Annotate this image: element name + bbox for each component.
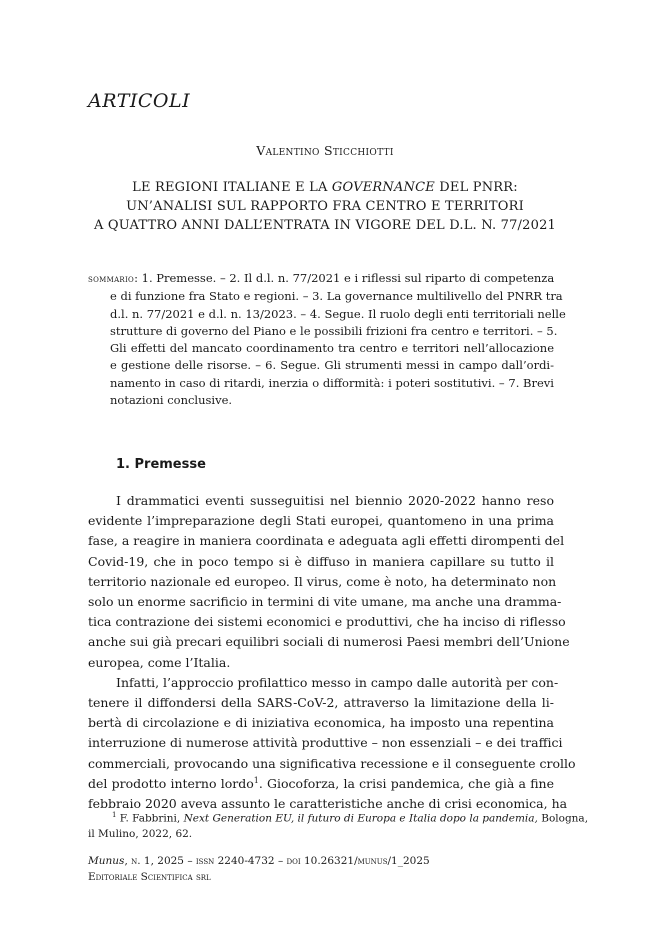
body-line: anche sui già precari equilibri sociali di numerosi Paesi membri dell’Unione xyxy=(88,634,570,650)
summary-lead: sommario xyxy=(88,273,135,285)
summary-line: sommario: 1. Premesse. – 2. Il d.l. n. 77/2021 e i riflessi sul riparto di competenza xyxy=(88,271,555,285)
title-line-2: UN’ANALISI SUL RAPPORTO FRA CENTRO E TERRITORI xyxy=(126,199,524,214)
section-heading: 1. Premesse xyxy=(116,457,206,472)
summary-block xyxy=(88,270,566,409)
article-title xyxy=(80,178,570,235)
body-line: del prodotto interno lordo$^1$. Giocoforza, la crisi pandemica, che già a fine xyxy=(88,775,555,791)
body-line: interruzione di numerose attività produttive – non essenziali – e dei traffici xyxy=(88,735,563,751)
journal-info: Munus, n. 1, 2025 – issn 2240-4732 – doi 10.26321/munus/1_2025 xyxy=(88,855,430,867)
body-line: bertà di circolazione e di iniziativa economica, ha imposto una repentina xyxy=(88,715,554,731)
body-line: evidente l’impreparazione degli Stati europei, quantomeno in una prima xyxy=(88,513,554,529)
summary-line: e gestione delle risorse. – 6. Segue. Gli strumenti messi in campo dall’ordi- xyxy=(110,358,554,373)
body-line: territorio nazionale ed europeo. Il virus, come è noto, ha determinato non xyxy=(88,573,557,589)
body-text xyxy=(88,491,576,814)
summary-line: Gli effetti del mancato coordinamento tra centro e territori nell’allocazione xyxy=(110,341,554,356)
body-line: Covid-19, che in poco tempo si è diffuso in maniera capillare su tutto il xyxy=(88,553,554,569)
footnote-line: il Mulino, 2022, 62. xyxy=(88,828,193,840)
body-line: tica contrazione dei sistemi economici e produttivi, che ha inciso di riflesso xyxy=(88,614,566,630)
summary-line: strutture di governo del Piano e le possibili frizioni fra centro e territori. – 5. xyxy=(110,323,558,338)
summary-line: d.l. n. 77/2021 e d.l. n. 13/2023. – 4. Segue. Il ruolo degli enti territoriali nelle xyxy=(110,306,566,321)
title-line-1: LE REGIONI ITALIANE E LA GOVERNANCE DEL PNRR: xyxy=(132,180,518,195)
body-line: febbraio 2020 aveva assunto le caratteristiche anche di crisi economica, ha xyxy=(88,796,568,812)
author-name: Valentino Sticchiotti xyxy=(256,143,394,158)
body-line: solo un enorme sacrificio in termini di vite umane, ma anche una dramma- xyxy=(88,594,562,610)
summary-line: namento in caso di ritardi, inerzia o difformità: i poteri sostitutivi. – 7. Brevi xyxy=(110,375,554,390)
footnote xyxy=(88,808,589,843)
publisher: Editoriale Scientifica srl xyxy=(88,870,211,883)
summary-line: notazioni conclusive. xyxy=(110,393,233,408)
footnote-reference[interactable]: 1 xyxy=(253,775,259,785)
body-line: Infatti, l’approccio profilattico messo in campo dalle autorità per con- xyxy=(116,674,559,690)
body-line: I drammatici eventi susseguitisi nel biennio 2020-2022 hanno reso xyxy=(116,493,554,508)
colophon xyxy=(88,854,430,885)
summary-line: e di funzione fra Stato e regioni. – 3. La governance multilivello del PNRR tra xyxy=(110,289,563,304)
title-line-3: A QUATTRO ANNI DALL’ENTRATA IN VIGORE DEL D.L. N. 77/2021 xyxy=(93,218,557,233)
footnote-line: $^1$ F. Fabbrini, Next Generation EU, il futuro di Europa e Italia dopo la pandemia, Bologna, xyxy=(112,811,589,825)
body-line: commerciali, provocando una significativa recessione e il conseguente crollo xyxy=(88,755,576,771)
body-line: tenere il diffondersi della SARS-CoV-2, attraverso la limitazione della li- xyxy=(88,695,554,711)
body-line: fase, a reagire in maniera coordinata e adeguata agli effetti dirompenti del xyxy=(88,533,565,549)
body-line: europea, come l’Italia. xyxy=(88,654,231,670)
section-label: ARTICOLI xyxy=(88,90,191,112)
footnote-number: 1 xyxy=(112,811,117,819)
